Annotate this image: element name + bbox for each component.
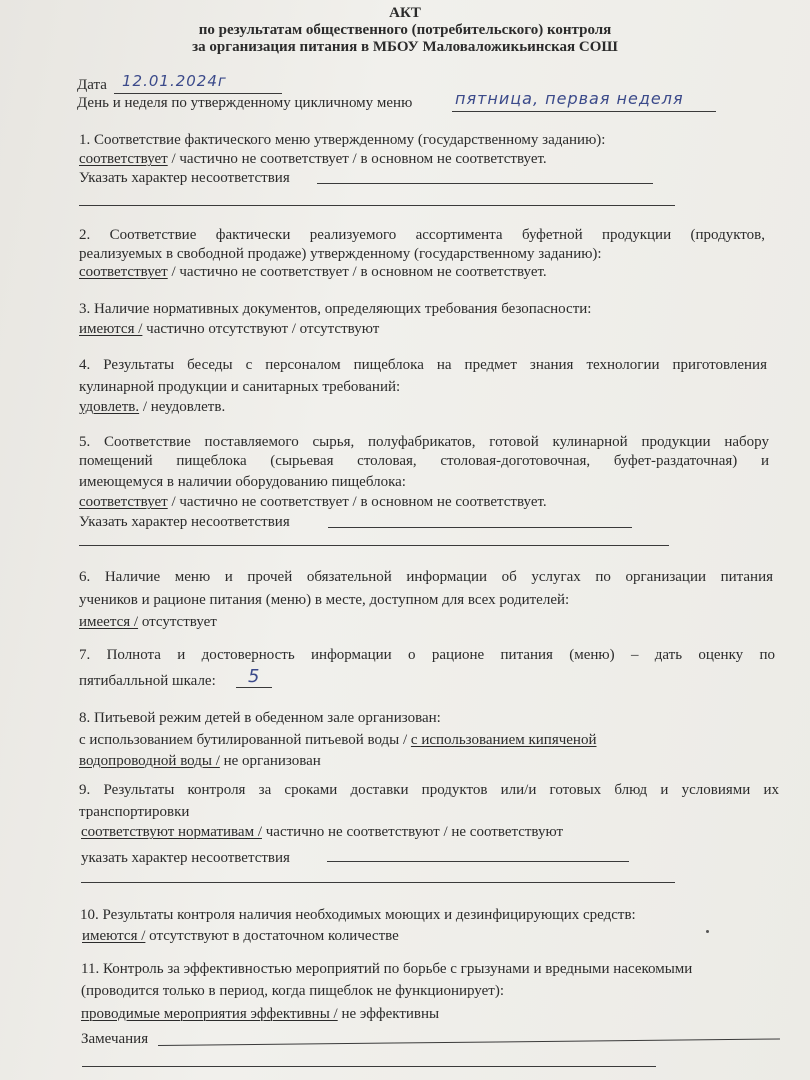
s3-selected-option: имеются / [79, 321, 143, 337]
s1-other-options: / частично не соответствует / в основном не соответствует. [167, 151, 547, 167]
s1-selected-option: соответствует [79, 151, 168, 167]
s4-question-2: кулинарной продукции и санитарных требований: [79, 379, 401, 395]
s5-note-label: Указать характер несоответствия [79, 514, 290, 530]
s5-options [79, 493, 547, 511]
s7-score-value: 5 [248, 666, 261, 687]
s7-question-2: пятибалльной шкале: [79, 673, 216, 689]
s8-selected-option: с использованием кипяченой [410, 732, 597, 748]
s11-other-options: не эффективны [337, 1006, 440, 1022]
s9-other-options: частично не соответствуют / не соответствуют [262, 824, 564, 840]
doc-subtitle: по результатам общественного (потребительского) контроля [198, 22, 612, 38]
s5-other-options: / частично не соответствует / в основном не соответствует. [167, 494, 547, 510]
s2-selected-option: соответствует [79, 264, 168, 280]
s8-selected-option-cont: водопроводной воды / [79, 753, 220, 769]
s1-note-rule [317, 183, 653, 184]
doc-subtitle-2: за организация питания в МБОУ Маловаложикьинская СОШ [192, 39, 618, 55]
s9-options [81, 823, 563, 841]
s10-options [82, 927, 399, 945]
s11-question-1: 11. Контроль за эффективностью мероприятий по борьбе с грызунами и вредными насекомыми [81, 961, 693, 977]
s2-question-1: 2. Соответствие фактически реализуемого ассортимента буфетной продукции (продуктов, [79, 227, 765, 243]
s7-score-rule [236, 687, 272, 688]
s11-options [81, 1005, 439, 1023]
s3-question: 3. Наличие нормативных документов, определяющих требования безопасности: [79, 301, 592, 317]
s11-note-rule [158, 1038, 780, 1046]
s2-other-options: / частично не соответствует / в основном не соответствует. [167, 264, 547, 280]
s11-question-2: (проводится только в период, когда пищеблок не функционирует): [81, 983, 504, 999]
s9-note-rule [327, 861, 629, 862]
s8-option-bottled: с использованием бутилированной питьевой воды / [79, 732, 408, 748]
s4-other-options: / неудовлетв. [139, 399, 226, 415]
ink-dot [706, 930, 709, 933]
s9-selected-option: соответствуют нормативам / [81, 824, 262, 840]
s4-question-1: 4. Результаты беседы с персоналом пищеблока на предмет знания технологии приготовления [79, 357, 767, 373]
s1-question: 1. Соответствие фактического меню утвержденному (государственному заданию): [79, 132, 606, 148]
s5-note-rule [328, 527, 632, 528]
s9-note-label: указать характер несоответствия [81, 850, 290, 866]
week-rule [452, 111, 716, 112]
s5-selected-option: соответствует [79, 494, 168, 510]
s6-options [79, 613, 217, 631]
s9-question-1: 9. Результаты контроля за сроками доставки продуктов или/и готовых блюд и условиями их [79, 782, 779, 798]
s8-other-options: не организован [219, 753, 321, 769]
doc-title: АКТ [389, 5, 421, 21]
s10-question: 10. Результаты контроля наличия необходимых моющих и дезинфицирующих средств: [80, 907, 636, 923]
s10-selected-option: имеются / [82, 928, 146, 944]
s1-note-rule-2 [79, 205, 675, 206]
s6-selected-option: имеется / [79, 614, 139, 630]
s11-selected-option: проводимые мероприятия эффективны / [81, 1006, 338, 1022]
s9-question-2: транспортировки [79, 804, 190, 820]
s5-question-2: помещений пищеблока (сырьевая столовая, столовая-доготовочная, буфет-раздаточная) и [79, 453, 769, 469]
s6-question-1: 6. Наличие меню и прочей обязательной информации об услугах по организации питания [79, 569, 773, 585]
s1-note-label: Указать характер несоответствия [79, 170, 290, 186]
s5-question-1: 5. Соответствие поставляемого сырья, полуфабрикатов, готовой кулинарной продукции набору [79, 434, 769, 450]
s11-note-label: Замечания [81, 1031, 149, 1047]
s1-options [79, 150, 547, 168]
week-label: День и неделя по утвержденному цикличному меню [77, 95, 413, 111]
s2-options [79, 263, 547, 281]
s9-note-rule-2 [81, 882, 675, 883]
s8-question: 8. Питьевой режим детей в обеденном зале организован: [79, 710, 441, 726]
s8-line-2 [79, 752, 321, 770]
s6-question-2: учеников и рационе питания (меню) в месте, доступном для всех родителей: [79, 592, 570, 608]
s4-options [79, 398, 225, 416]
s5-note-rule-2 [79, 545, 669, 546]
s3-other-options: частично отсутствуют / отсутствуют [142, 321, 380, 337]
s4-selected-option: удовлетв. [79, 399, 140, 415]
date-value: 12.01.2024г [122, 72, 227, 90]
s11-note-rule-2 [82, 1066, 656, 1067]
s3-options [79, 320, 379, 338]
s7-question-1: 7. Полнота и достоверность информации о рационе питания (меню) – дать оценку по [79, 647, 775, 663]
s8-line-1 [79, 731, 597, 749]
date-label: Дата [77, 77, 107, 93]
s10-other-options: отсутствуют в достаточном количестве [145, 928, 399, 944]
week-value: пятница, первая неделя [455, 89, 684, 108]
s2-question-2: реализуемых в свободной продаже) утвержденному (государственному заданию): [79, 246, 602, 262]
s5-question-3: имеющемуся в наличии оборудованию пищеблока: [79, 474, 406, 490]
s6-other-options: отсутствует [138, 614, 217, 630]
